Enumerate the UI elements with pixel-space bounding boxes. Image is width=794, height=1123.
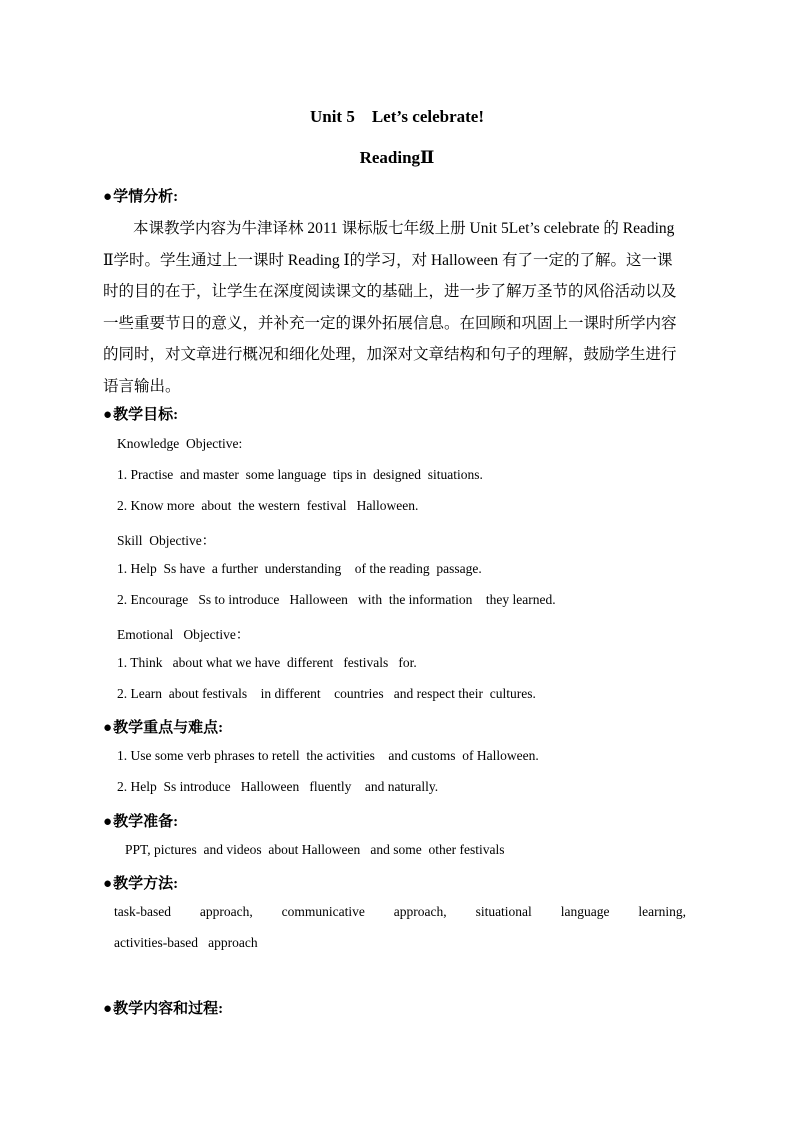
bullet-icon: ● [103, 876, 113, 892]
skill-objective-item: 2. Encourage Ss to introduce Halloween with the information they learned. [117, 592, 556, 607]
paragraph-line: 一些重要节日的意义，并补充一定的课外拓展信息。在回顾和巩固上一课时所学内容 [103, 314, 677, 332]
skill-objective-item: 1. Help Ss have a further understanding of the reading passage. [117, 561, 482, 576]
analysis-paragraph [103, 213, 690, 402]
heading-text: 教学重点与难点: [113, 720, 224, 736]
preparation-text: PPT, pictures and videos about Halloween and some other festivals [125, 842, 505, 857]
paragraph-line: Ⅱ学时。学生通过上一课时 Reading Ⅰ的学习，对 Halloween 有了一定的了解。这一课 [103, 251, 673, 269]
section-heading-analysis [103, 185, 178, 206]
heading-text: 学情分析: [113, 189, 179, 205]
section-heading-objectives [103, 403, 178, 424]
method-word: approach, [393, 904, 447, 919]
section-heading-process [103, 997, 223, 1018]
emotional-objective-item: 1. Think about what we have different festivals for. [117, 655, 417, 670]
document-title: Unit 5 Let’s celebrate! [309, 107, 485, 126]
document-subtitle: ReadingⅡ [359, 148, 435, 167]
paragraph-line: 的同时，对文章进行概况和细化处理，加深对文章结构和句子的理解，鼓励学生进行 [103, 346, 677, 363]
heading-text: 教学内容和过程: [113, 1001, 224, 1017]
emotional-objective-label: Emotional Objective： [117, 627, 250, 642]
knowledge-objective-item: 1. Practise and master some language tips in designed situations. [117, 467, 483, 482]
method-word: task-based [114, 904, 171, 919]
knowledge-objective-label: Knowledge Objective: [117, 436, 243, 451]
section-heading-preparation [103, 810, 178, 831]
knowledge-objective-item: 2. Know more about the western festival Halloween. [117, 498, 419, 513]
method-word: communicative [281, 904, 365, 919]
key-point-item: 2. Help Ss introduce Halloween fluently and naturally. [117, 779, 439, 794]
method-word: situational [475, 904, 532, 919]
heading-text: 教学准备: [113, 814, 179, 830]
skill-objective-label: Skill Objective： [117, 533, 216, 548]
paragraph-line: 语言输出。 [103, 377, 181, 395]
paragraph-line: 时的目的在于，让学生在深度阅读课文的基础上，进一步了解万圣节的风俗活动以及 [103, 283, 677, 300]
heading-text: 教学方法: [113, 876, 179, 892]
method-word: approach, [199, 904, 253, 919]
bullet-icon: ● [103, 814, 113, 830]
key-point-item: 1. Use some verb phrases to retell the activities and customs of Halloween. [117, 748, 539, 763]
methods-line [114, 904, 686, 920]
section-heading-methods [103, 872, 178, 893]
paragraph-line: 本课教学内容为牛津译林 2011 课标版七年级上册 Unit 5Let’s celebrate 的 Reading [133, 220, 675, 237]
bullet-icon: ● [103, 189, 113, 205]
bullet-icon: ● [103, 720, 113, 736]
section-heading-key-points [103, 716, 223, 737]
bullet-icon: ● [103, 407, 113, 423]
emotional-objective-item: 2. Learn about festivals in different countries and respect their cultures. [117, 686, 536, 701]
method-word: language [560, 904, 610, 919]
method-word: learning, [638, 904, 686, 919]
methods-line-2: activities-based approach [114, 935, 258, 950]
bullet-icon: ● [103, 1001, 113, 1017]
heading-text: 教学目标: [113, 407, 179, 423]
